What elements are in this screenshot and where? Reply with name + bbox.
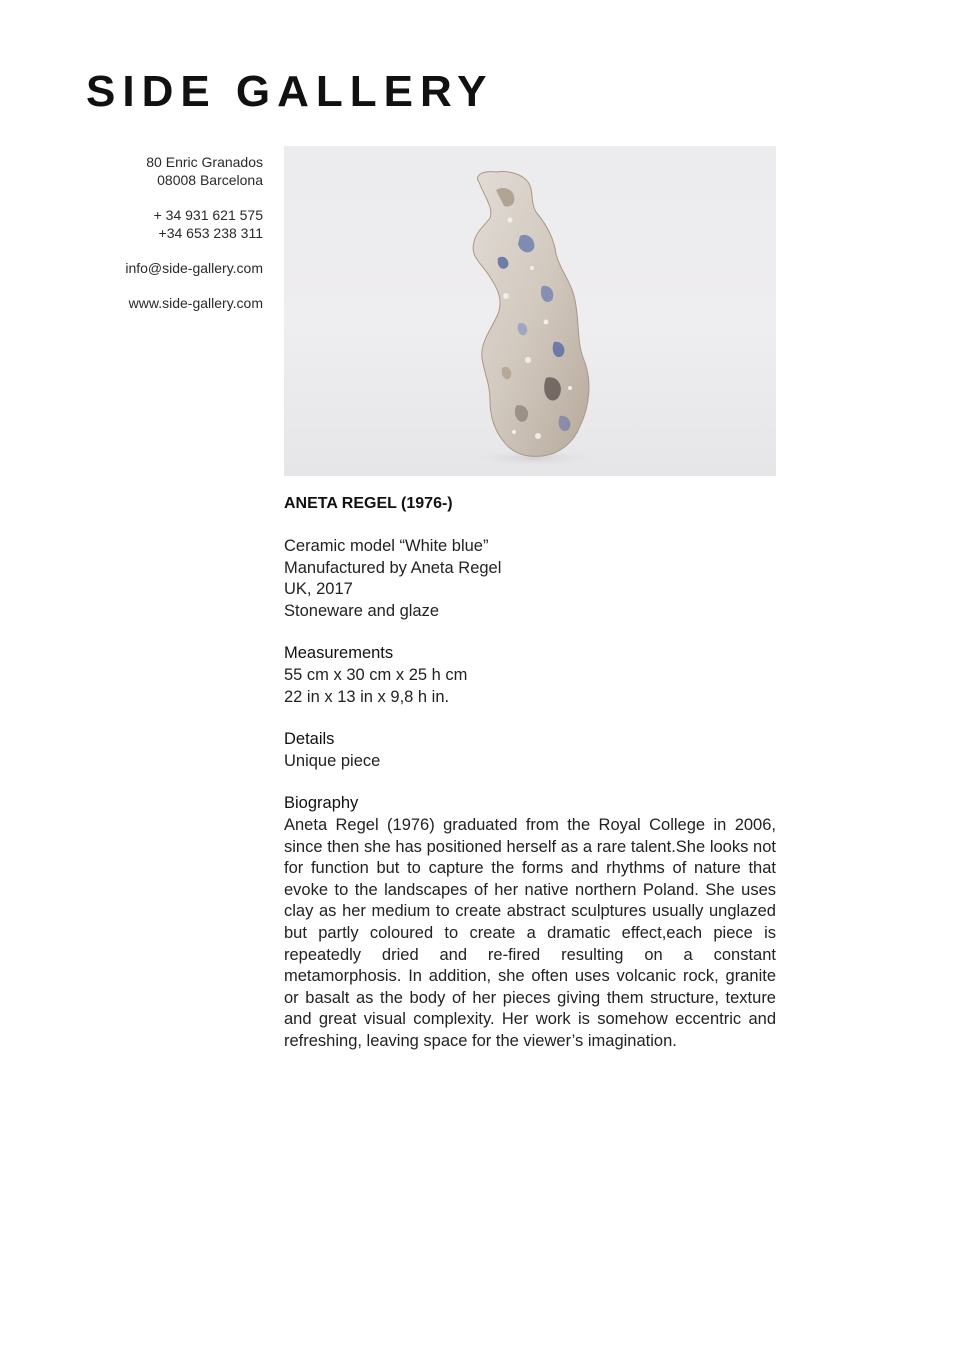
measurements-title: Measurements: [284, 644, 394, 663]
artwork-materials: Stoneware and glaze: [284, 601, 440, 620]
artwork-manufacturer: Manufactured by Aneta Regel: [284, 558, 502, 577]
contact-info: [63, 153, 263, 329]
biography-title: Biography: [284, 794, 359, 813]
artwork-origin-year: UK, 2017: [284, 580, 353, 599]
address-block: [63, 153, 263, 189]
email-block: [63, 259, 263, 277]
biography-section: [284, 793, 776, 1052]
biography-text: Aneta Regel (1976) graduated from the Royal College in 2006, since then she has positioned herself as a rare talent.She looks not for function but to capture the forms and rhythms of nature that evoke to the landscapes of her native northern Poland. She uses clay as her medium to create abstract sculptures usually unglazed but partly coloured to create a dramatic effect,each piece is repeatedly dried and re-fired resulting on a constant metamorphosis. In addition, she often uses volcanic rock, granite or basalt as the body of her pieces giving them structure, texture and great visual complexity. Her work is somehow eccentric and refreshing, leaving space for the viewer’s imagination.: [284, 815, 776, 1050]
ceramic-sculpture-photo: [284, 146, 776, 476]
phone-primary: + 34 931 621 575: [153, 207, 263, 223]
artwork-model: Ceramic model “White blue”: [284, 537, 489, 555]
details-text: Unique piece: [284, 751, 381, 770]
details-section: [284, 729, 776, 772]
artwork-info: [284, 536, 776, 622]
measurements-imperial: 22 in x 13 in x 9,8 h in.: [284, 687, 450, 706]
artist-name: ANETA REGEL (1976-): [284, 495, 453, 512]
details-title: Details: [284, 730, 335, 749]
measurements-section: [284, 643, 776, 708]
website-block: [63, 294, 263, 312]
artwork-photo: [284, 146, 776, 476]
phone-secondary: +34 653 238 311: [158, 225, 263, 241]
address-street: 80 Enric Granados: [146, 154, 263, 170]
gallery-logo: SIDE GALLERY: [86, 67, 494, 116]
measurements-metric: 55 cm x 30 cm x 25 h cm: [284, 665, 468, 684]
artwork-description: [284, 494, 776, 1052]
phone-block: [63, 206, 263, 242]
address-city: 08008 Barcelona: [157, 172, 263, 188]
email-link[interactable]: info@side-gallery.com: [125, 260, 263, 276]
website-link[interactable]: www.side-gallery.com: [128, 295, 263, 311]
